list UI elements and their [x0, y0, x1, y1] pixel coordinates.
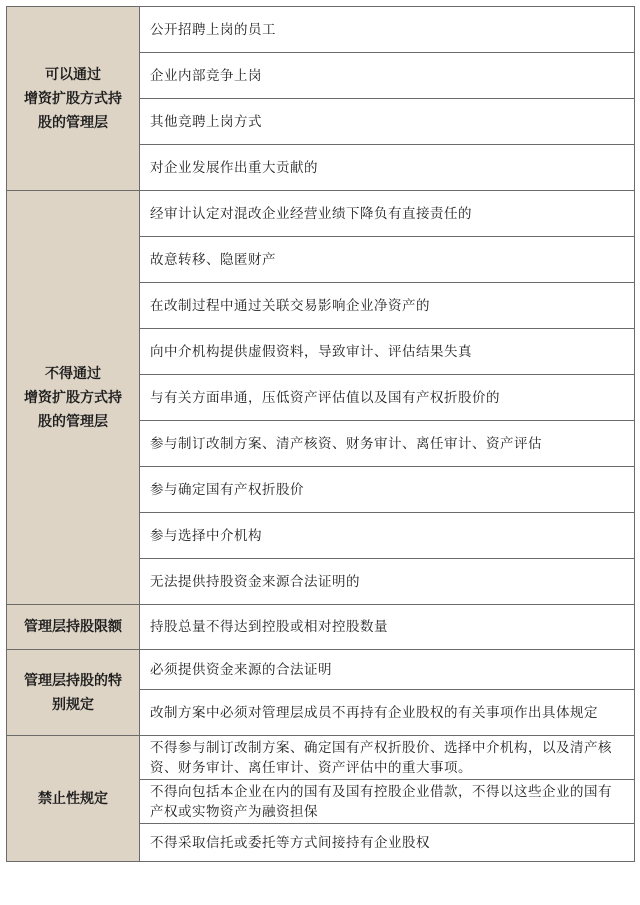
item-cell: 不得参与制订改制方案、确定国有产权折股价、选择中介机构，以及清产核资、财务审计、离任审计、资产评估中的重大事项。 [140, 736, 635, 780]
item-cell: 必须提供资金来源的合法证明 [140, 650, 635, 690]
category-cell [7, 7, 140, 191]
item-cell: 其他竞聘上岗方式 [140, 99, 635, 145]
table-row [7, 191, 635, 237]
item-cell: 公开招聘上岗的员工 [140, 7, 635, 53]
item-cell: 不得采取信托或委托等方式间接持有企业股权 [140, 824, 635, 862]
category-label-part-3: 管理层持股的特 别规定 [24, 672, 122, 713]
category-cell [7, 650, 140, 736]
item-cell: 企业内部竞争上岗 [140, 53, 635, 99]
category-label-part-2: 管理层持股限额 [24, 619, 122, 635]
item-cell: 向中介机构提供虚假资料，导致审计、评估结果失真 [140, 329, 635, 375]
item-cell: 经审计认定对混改企业经营业绩下降负有直接责任的 [140, 191, 635, 237]
item-cell: 改制方案中必须对管理层成员不再持有企业股权的有关事项作出具体规定 [140, 690, 635, 736]
table-row [7, 736, 635, 780]
item-cell: 对企业发展作出重大贡献的 [140, 145, 635, 191]
item-cell: 与有关方面串通，压低资产评估值以及国有产权折股价的 [140, 375, 635, 421]
item-cell: 无法提供持股资金来源合法证明的 [140, 559, 635, 605]
table-row [7, 7, 635, 53]
item-cell: 参与确定国有产权折股价 [140, 467, 635, 513]
category-cell [7, 736, 140, 862]
table-row [7, 605, 635, 650]
item-cell: 故意转移、隐匿财产 [140, 237, 635, 283]
category-cell [7, 191, 140, 605]
management-shareholding-table [6, 6, 635, 862]
category-label-part-4: 禁止性规定 [38, 790, 108, 807]
item-cell: 参与选择中介机构 [140, 513, 635, 559]
item-cell: 持股总量不得达到控股或相对控股数量 [140, 605, 635, 650]
item-cell: 参与制订改制方案、清产核资、财务审计、离任审计、资产评估 [140, 421, 635, 467]
category-cell [7, 605, 140, 650]
category-label-part-0: 可以通过 增资扩股方式持 股的管理层 [24, 66, 122, 131]
item-cell: 不得向包括本企业在内的国有及国有控股企业借款，不得以这些企业的国有产权或实物资产为融资担保 [140, 780, 635, 824]
table-row [7, 650, 635, 690]
category-label-part-1: 不得通过 增资扩股方式持 股的管理层 [24, 365, 122, 430]
item-cell: 在改制过程中通过关联交易影响企业净资产的 [140, 283, 635, 329]
